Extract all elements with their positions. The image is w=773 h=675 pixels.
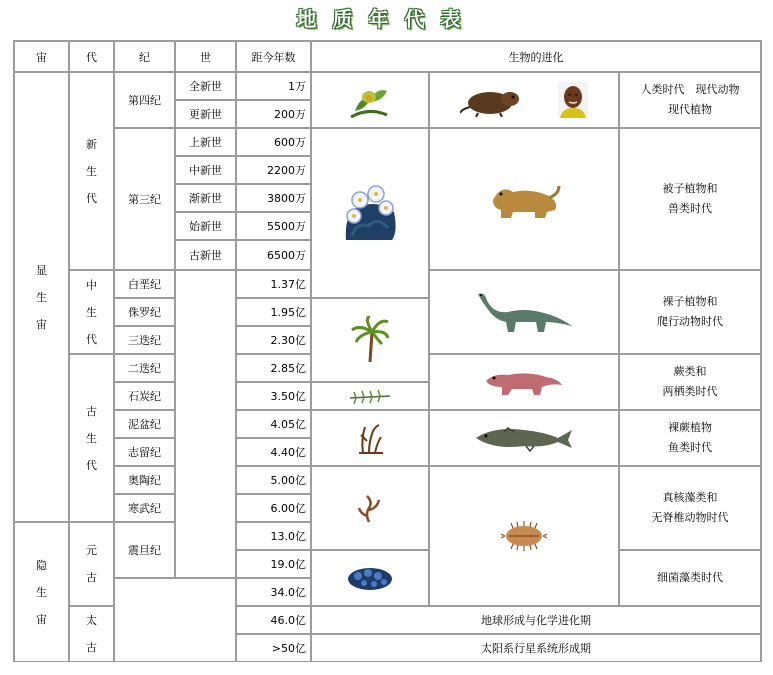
plant-cell-quaternary <box>311 72 429 128</box>
age-6: 5500万 <box>236 212 311 240</box>
fish-icon <box>474 424 574 452</box>
period-ordovician: 奥陶纪 <box>114 466 175 494</box>
period-quaternary: 第四纪 <box>114 72 175 128</box>
period-devonian: 泥盆纪 <box>114 410 175 438</box>
header-age: 距今年数 <box>236 41 311 72</box>
page-title: 地质年代表 <box>296 7 477 31</box>
animal-cell-tertiary <box>429 128 619 270</box>
age-20: 46.0亿 <box>236 606 311 634</box>
evolution-mesozoic: 裸子植物和 爬行动物时代 <box>619 270 761 354</box>
evolution-precambrian: 细菌藻类时代 <box>619 550 761 606</box>
trilobite-icon <box>501 521 547 551</box>
age-18: 19.0亿 <box>236 550 311 578</box>
age-7: 6500万 <box>236 240 311 270</box>
evolution-cambrian: 真核藻类和 无脊椎动物时代 <box>619 466 761 550</box>
age-12: 3.50亿 <box>236 382 311 410</box>
plant-cell-cambrian <box>311 466 429 550</box>
era-cenozoic: 新 生 代 <box>69 72 114 270</box>
epoch-pleistocene: 更新世 <box>175 100 236 128</box>
plant-cell-mesozoic <box>311 298 429 382</box>
age-13: 4.05亿 <box>236 410 311 438</box>
fern-icon <box>348 386 392 406</box>
eon-phanerozoic: 显 生 宙 <box>14 72 69 522</box>
period-permian: 二迭纪 <box>114 354 175 382</box>
blank-cell-precambrian <box>114 578 236 662</box>
age-8: 1.37亿 <box>236 270 311 298</box>
header-era: 代 <box>69 41 114 72</box>
animal-cell-mesozoic <box>429 270 619 354</box>
flowering-shrub-icon <box>340 182 400 244</box>
age-9: 1.95亿 <box>236 298 311 326</box>
epoch-oligocene: 渐新世 <box>175 184 236 212</box>
age-2: 200万 <box>236 100 311 128</box>
period-triassic: 三迭纪 <box>114 326 175 354</box>
amphibian-icon <box>484 367 564 397</box>
age-15: 5.00亿 <box>236 466 311 494</box>
psilophyte-icon <box>355 421 385 455</box>
period-tertiary: 第三纪 <box>114 128 175 270</box>
sauropod-icon <box>474 290 574 334</box>
era-proterozoic: 元 古 <box>69 522 114 606</box>
orchid-icon <box>347 81 393 119</box>
stromatolite-icon <box>346 564 394 592</box>
epoch-pliocene: 上新世 <box>175 128 236 156</box>
evolution-solar: 太阳系行星系统形成期 <box>311 634 761 662</box>
geologic-timescale-table <box>13 40 762 662</box>
evolution-chemical: 地球形成与化学进化期 <box>311 606 761 634</box>
evolution-tertiary: 被子植物和 兽类时代 <box>619 128 761 270</box>
header-epoch: 世 <box>175 41 236 72</box>
age-5: 3800万 <box>236 184 311 212</box>
age-3: 600万 <box>236 128 311 156</box>
evolution-devonian: 裸蕨植物 鱼类时代 <box>619 410 761 466</box>
age-1: 1万 <box>236 72 311 100</box>
age-4: 2200万 <box>236 156 311 184</box>
animal-cell-cambrian <box>429 466 619 606</box>
age-14: 4.40亿 <box>236 438 311 466</box>
period-sinian: 震旦纪 <box>114 522 175 578</box>
header-period: 纪 <box>114 41 175 72</box>
human-portrait-icon <box>558 82 588 118</box>
age-19: 34.0亿 <box>236 578 311 606</box>
epoch-miocene: 中新世 <box>175 156 236 184</box>
period-jurassic: 侏罗纪 <box>114 298 175 326</box>
age-16: 6.00亿 <box>236 494 311 522</box>
age-17: 13.0亿 <box>236 522 311 550</box>
period-cambrian: 寒武纪 <box>114 494 175 522</box>
plant-cell-carboniferous <box>311 382 429 410</box>
evolution-permian: 蕨类和 两栖类时代 <box>619 354 761 410</box>
era-paleozoic: 古 生 代 <box>69 354 114 522</box>
animal-cell-devonian <box>429 410 619 466</box>
age-21: >50亿 <box>236 634 311 662</box>
epoch-paleocene: 古新世 <box>175 240 236 270</box>
animal-cell-permian <box>429 354 619 410</box>
era-mesozoic: 中 生 代 <box>69 270 114 354</box>
header-evolution: 生物的进化 <box>311 41 761 72</box>
plant-cell-precambrian <box>311 550 429 606</box>
seaweed-icon <box>355 492 385 524</box>
palm-icon <box>350 316 390 364</box>
period-silurian: 志留纪 <box>114 438 175 466</box>
evolution-quaternary: 人类时代 现代动物 现代植物 <box>619 72 761 128</box>
period-carboniferous: 石炭纪 <box>114 382 175 410</box>
rodent-icon <box>460 83 524 117</box>
age-11: 2.85亿 <box>236 354 311 382</box>
plant-cell-tertiary <box>311 128 429 298</box>
period-cretaceous: 白垩纪 <box>114 270 175 298</box>
header-eon: 宙 <box>14 41 69 72</box>
mammal-icon <box>487 178 561 220</box>
plant-cell-devonian <box>311 410 429 466</box>
epoch-eocene: 始新世 <box>175 212 236 240</box>
eon-cryptozoic: 隐 生 宙 <box>14 522 69 662</box>
era-archean: 太 古 <box>69 606 114 662</box>
epoch-holocene: 全新世 <box>175 72 236 100</box>
animal-cell-quaternary <box>429 72 619 128</box>
age-10: 2.30亿 <box>236 326 311 354</box>
blank-cell-epochs <box>175 270 236 578</box>
